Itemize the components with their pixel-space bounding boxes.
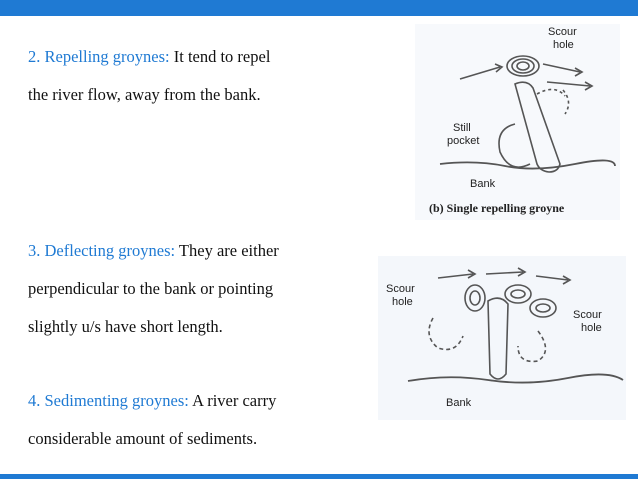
sedimenting-line2: considerable amount of sediments. xyxy=(28,429,258,448)
deflecting-heading: 3. Deflecting groynes: xyxy=(28,241,176,260)
sedimenting-line1: A river carry xyxy=(188,391,277,410)
fig2-scour-left-label-1: Scour xyxy=(386,283,415,295)
deflecting-line3: slightly u/s have short length. xyxy=(28,317,223,336)
deflecting-line2: perpendicular to the bank or pointing xyxy=(28,279,274,298)
sedimenting-heading: 4. Sedimenting groynes: xyxy=(28,391,189,410)
repelling-line1: It tend to repel xyxy=(169,47,271,66)
repelling-groyne-figure xyxy=(415,24,620,220)
fig1-still-label-1: Still xyxy=(453,122,471,134)
fig2-scour-right-label-1: Scour xyxy=(573,309,602,321)
deflecting-groynes-text xyxy=(28,232,368,346)
fig1-scour-label-2: hole xyxy=(553,39,574,51)
deflecting-line1: They are either xyxy=(175,241,279,260)
repelling-line2: the river flow, away from the bank. xyxy=(28,85,261,104)
sedimenting-groynes-text xyxy=(28,382,368,458)
repelling-groynes-text xyxy=(28,38,368,114)
fig2-bank-label: Bank xyxy=(446,397,472,409)
fig1-bank-label: Bank xyxy=(470,178,496,190)
bottom-accent-bar xyxy=(0,474,638,479)
fig2-scour-right-label-2: hole xyxy=(581,322,602,334)
deflecting-groyne-figure xyxy=(378,256,626,420)
repelling-heading: 2. Repelling groynes: xyxy=(28,47,170,66)
fig2-scour-left-label-2: hole xyxy=(392,296,413,308)
fig1-still-label-2: pocket xyxy=(447,135,480,147)
fig1-caption: (b) Single repelling groyne xyxy=(429,201,565,215)
fig1-scour-label-1: Scour xyxy=(548,26,577,38)
top-accent-bar xyxy=(0,0,638,16)
